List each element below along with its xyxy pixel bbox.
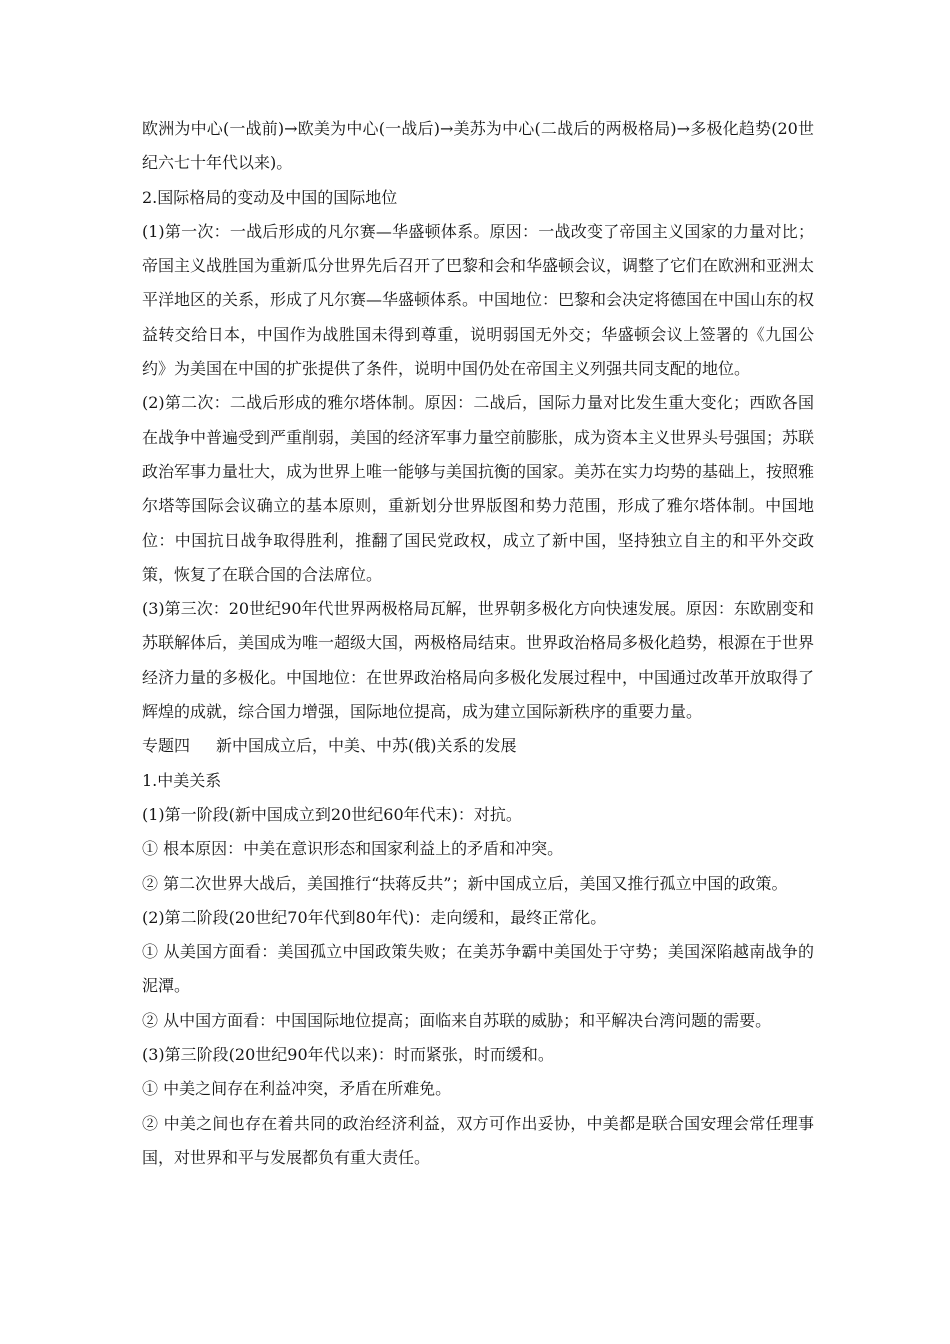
- paragraph-stage-one-point-2: ② 第二次世界大战后，美国推行“扶蒋反共”；新中国成立后，美国又推行孤立中国的政策。: [142, 873, 788, 893]
- paragraph-second-change: (2)第二次：二战后形成的雅尔塔体制。原因：二战后，国际力量对比发生重大变化；西欧各国在战争中普遍受到严重削弱，美国的经济军事力量空前膨胀，成为资本主义世界头号强国；苏联政治军事力量壮大，成为世界上唯一能够与美国抗衡的国家。美苏在实力均势的基础上，按照雅尔塔等国际会议确立的基本原则，重新划分世界版图和势力范围，形成了雅尔塔体制。中国地位：中国抗日战争取得胜利，推翻了国民党政权，成立了新中国，坚持独立自主的和平外交政策，恢复了在联合国的合法席位。: [142, 393, 815, 584]
- paragraph-pattern-summary: 欧洲为中心(一战前)→欧美为中心(一战后)→美苏为中心(二战后的两极格局)→多极化趋势(20世纪六七十年代以来)。: [142, 119, 814, 173]
- paragraph-stage-three-point-1: ① 中美之间存在利益冲突，矛盾在所难免。: [142, 1079, 452, 1099]
- section-heading-international-pattern: 2.国际格局的变动及中国的国际地位: [142, 187, 398, 207]
- paragraph-stage-two-point-1: ① 从美国方面看：美国孤立中国政策失败；在美苏争霸中美国处于守势；美国深陷越南战争的泥潭。: [142, 942, 814, 996]
- paragraph-stage-two-point-2: ② 从中国方面看：中国国际地位提高；面临来自苏联的威胁；和平解决台湾问题的需要。: [142, 1010, 772, 1030]
- paragraph-stage-three: (3)第三阶段(20世纪90年代以来)：时而紧张，时而缓和。: [142, 1045, 554, 1065]
- paragraph-stage-three-point-2: ② 中美之间也存在着共同的政治经济利益，双方可作出妥协，中美都是联合国安理会常任理事国，对世界和平与发展都负有重大责任。: [142, 1113, 814, 1167]
- paragraph-stage-two: (2)第二阶段(20世纪70年代到80年代)：走向缓和，最终正常化。: [142, 907, 607, 927]
- topic-heading: [142, 729, 814, 763]
- topic-title: 新中国成立后，中美、中苏(俄)关系的发展: [216, 736, 517, 756]
- paragraph-third-change: (3)第三次：20世纪90年代世界两极格局瓦解，世界朝多极化方向快速发展。原因：东欧剧变和苏联解体后，美国成为唯一超级大国，两极格局结束。世界政治格局多极化趋势，根源在于世界经济力量的多极化。中国地位：在世界政治格局向多极化发展过程中，中国通过改革开放取得了辉煌的成就，综合国力增强，国际地位提高，成为建立国际新秩序的重要力量。: [142, 599, 815, 722]
- paragraph-stage-one-point-1: ① 根本原因：中美在意识形态和国家利益上的矛盾和冲突。: [142, 839, 564, 859]
- topic-label: 专题四: [142, 736, 191, 756]
- paragraph-first-change: (1)第一次：一战后形成的凡尔赛—华盛顿体系。原因：一战改变了帝国主义国家的力量对比；帝国主义战胜国为重新瓜分世界先后召开了巴黎和会和华盛顿会议，调整了它们在欧洲和亚洲太平洋地区的关系，形成了凡尔赛—华盛顿体系。中国地位：巴黎和会决定将德国在中国山东的权益转交给日本，中国作为战胜国未得到尊重，说明弱国无外交；华盛顿会议上签署的《九国公约》为美国在中国的扩张提供了条件，说明中国仍处在帝国主义列强共同支配的地位。: [142, 221, 815, 379]
- paragraph-stage-one: (1)第一阶段(新中国成立到20世纪60年代末)：对抗。: [142, 804, 522, 824]
- section-heading-sino-us: 1.中美关系: [142, 770, 222, 790]
- document-body: [142, 112, 814, 1175]
